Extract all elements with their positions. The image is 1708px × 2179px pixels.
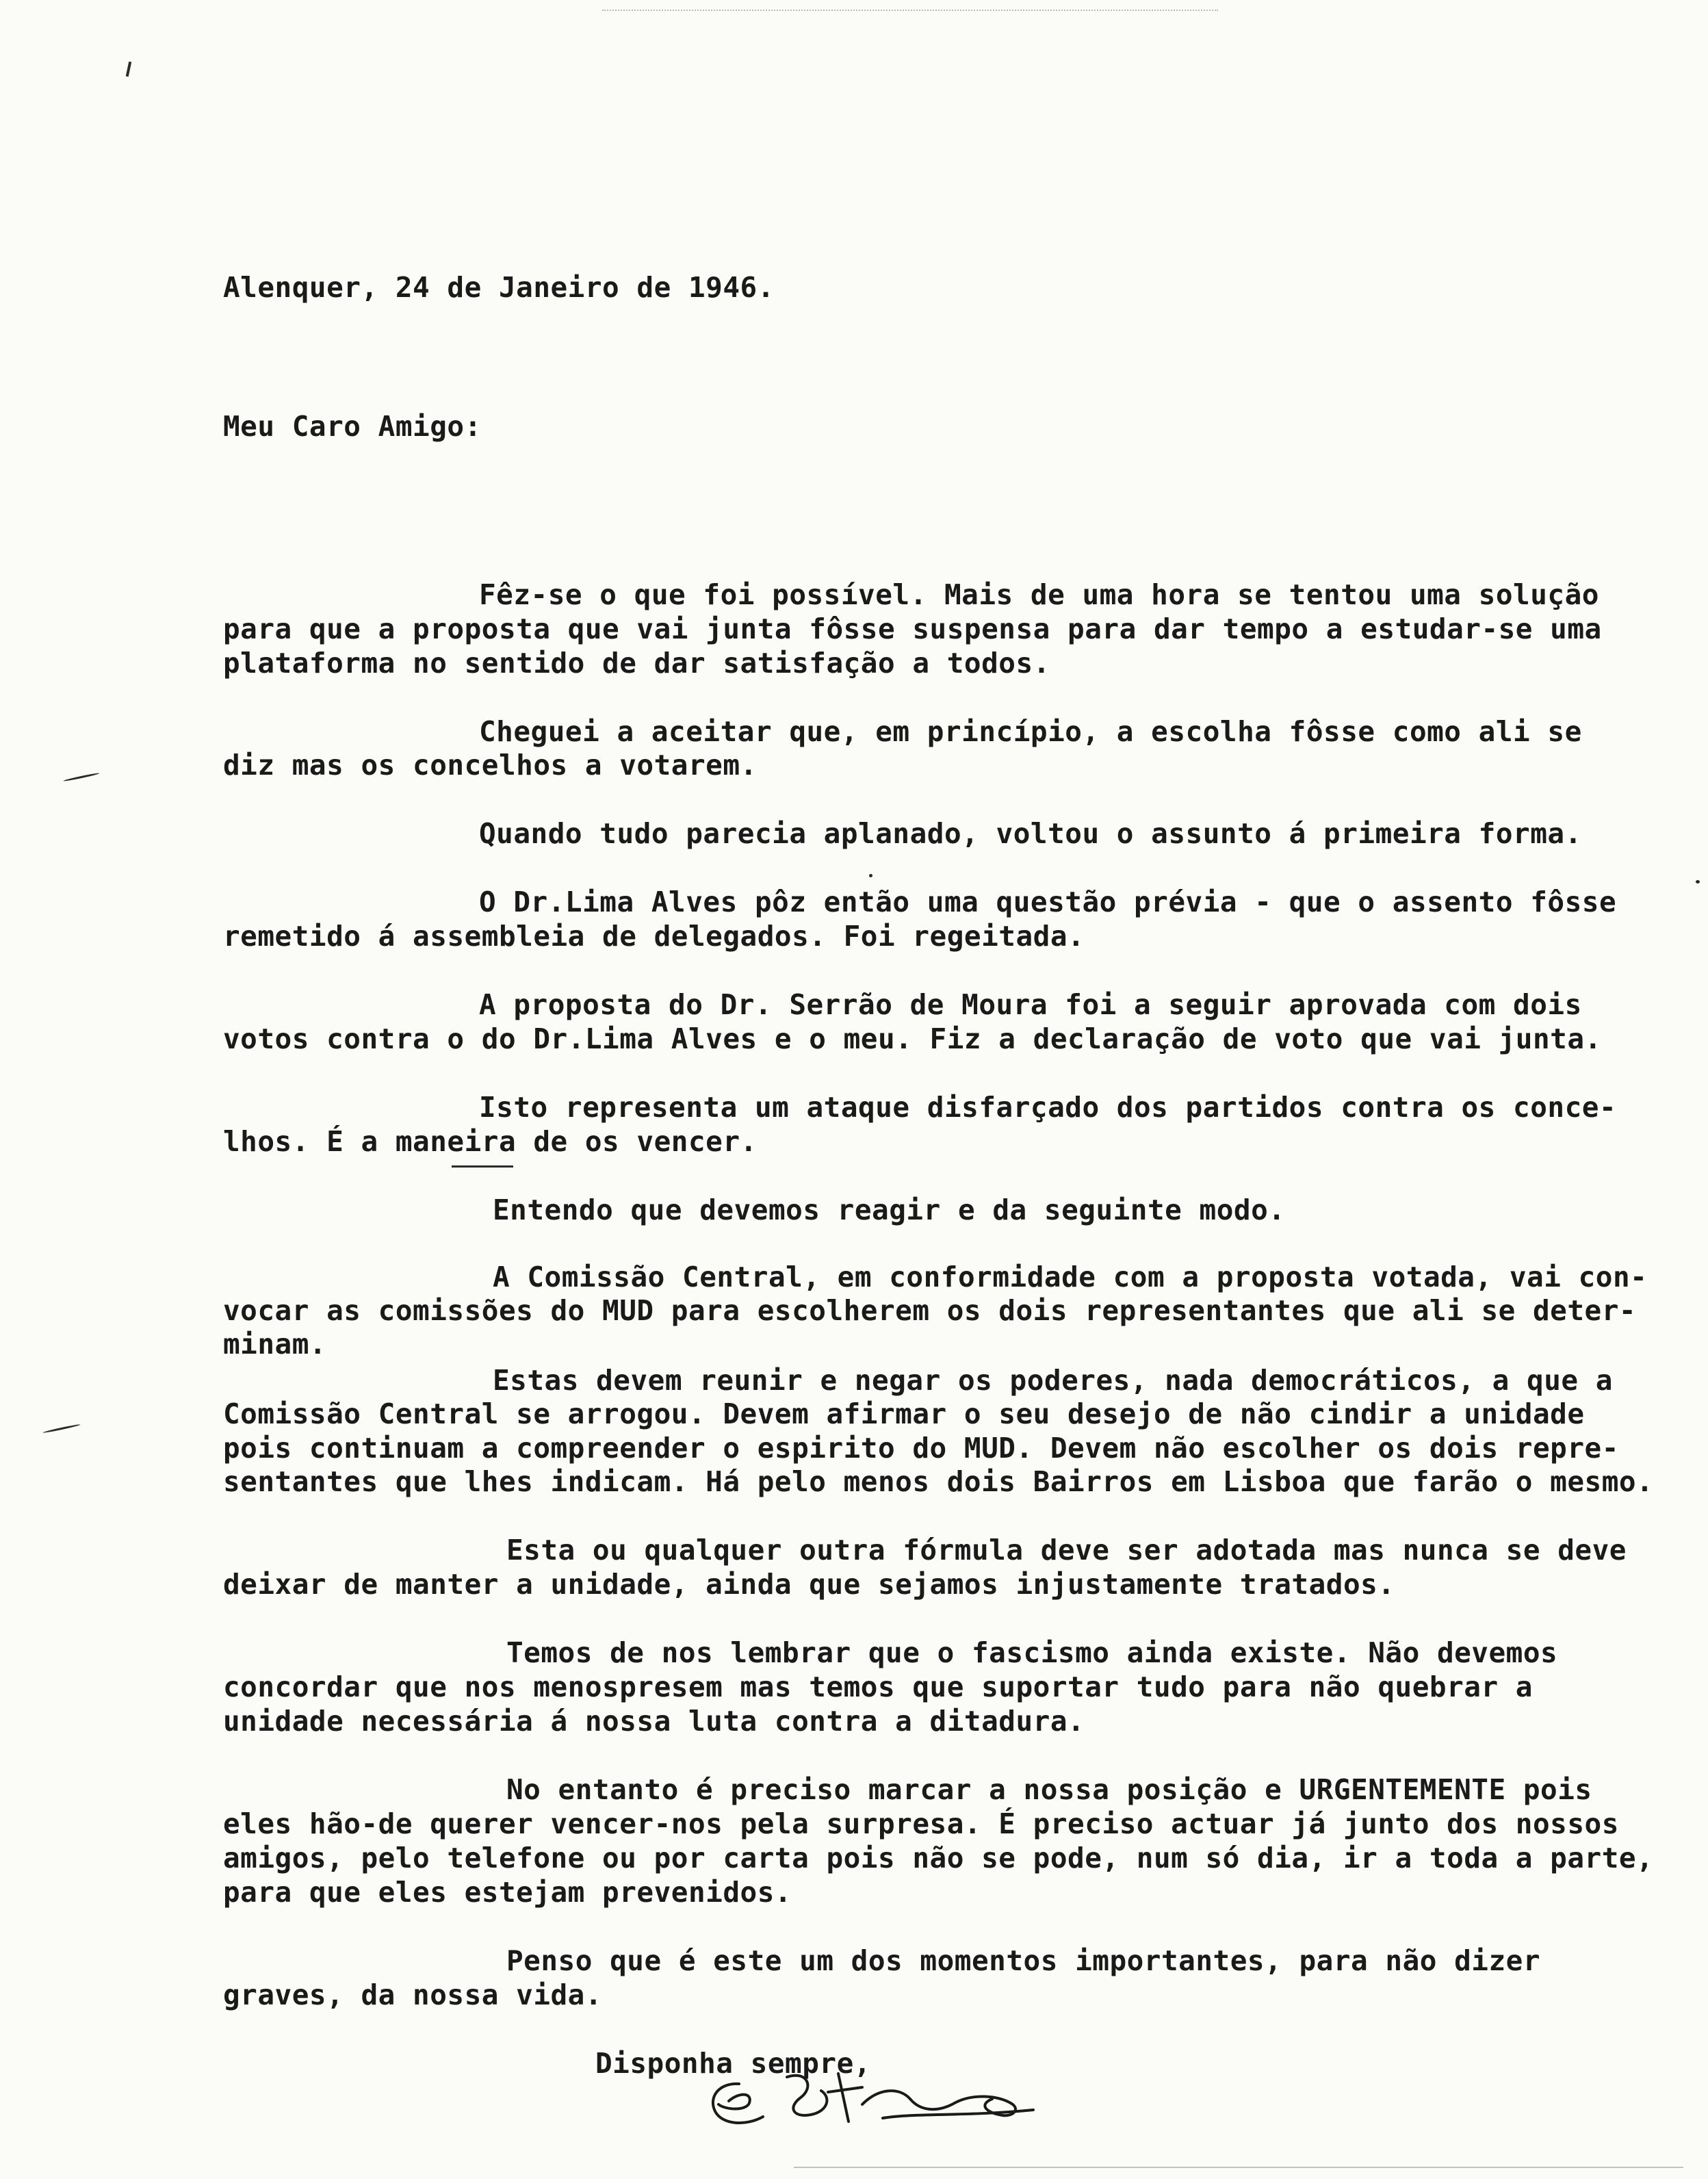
- body-line: Isto representa um ataque disfarçado dos partidos contra os conce-: [479, 1091, 1617, 1124]
- body-line: lhos. É a maneira de os vencer.: [223, 1125, 758, 1158]
- stray-mark: [869, 874, 872, 877]
- body-line: eles hão-de querer vencer-nos pela surpresa. É preciso actuar já junto dos nossos: [223, 1807, 1619, 1840]
- body-line: amigos, pelo telefone ou por carta pois não se pode, num só dia, ir a toda a parte,: [223, 1842, 1654, 1874]
- body-line: deixar de manter a unidade, ainda que sejamos injustamente tratados.: [223, 1568, 1395, 1601]
- date-line: Alenquer, 24 de Janeiro de 1946.: [223, 271, 775, 304]
- body-line: graves, da nossa vida.: [223, 1978, 603, 2011]
- handwritten-signature: [691, 2050, 1047, 2152]
- body-line: unidade necessária á nossa luta contra a ditadura.: [223, 1705, 1085, 1738]
- stray-mark: [126, 62, 131, 77]
- body-line: diz mas os concelhos a votarem.: [223, 749, 758, 782]
- body-line: para que eles estejam prevenidos.: [223, 1876, 792, 1909]
- stray-mark: [1696, 880, 1700, 884]
- body-line: Estas devem reunir e negar os poderes, nada democráticos, a que a: [493, 1364, 1613, 1397]
- body-line: vocar as comissões do MUD para escolherem os dois representantes que ali se deter-: [223, 1294, 1637, 1327]
- underline-stroke: [452, 1165, 513, 1168]
- body-line: Cheguei a aceitar que, em princípio, a escolha fôsse como ali se: [479, 715, 1582, 748]
- body-line: votos contra o do Dr.Lima Alves e o meu. Fiz a declaração de voto que vai junta.: [223, 1022, 1602, 1055]
- salutation: Meu Caro Amigo:: [223, 410, 482, 443]
- body-line: Quando tudo parecia aplanado, voltou o assunto á primeira forma.: [479, 817, 1582, 850]
- body-line: plataforma no sentido de dar satisfação a todos.: [223, 647, 1050, 680]
- bottom-edge-artifact: [794, 2167, 1683, 2168]
- body-line: O Dr.Lima Alves pôz então uma questão prévia - que o assento fôsse: [479, 886, 1617, 918]
- body-line: para que a proposta que vai junta fôsse suspensa para dar tempo a estudar-se uma: [223, 613, 1602, 645]
- body-line: Esta ou qualquer outra fórmula deve ser adotada mas nunca se deve: [506, 1534, 1627, 1566]
- body-line: A proposta do Dr. Serrão de Moura foi a seguir aprovada com dois: [479, 988, 1582, 1021]
- body-line: pois continuam a compreender o espirito do MUD. Devem não escolher os dois repre-: [223, 1432, 1619, 1465]
- body-line: No entanto é preciso marcar a nossa posição e URGENTEMENTE pois: [506, 1773, 1592, 1806]
- body-line: concordar que nos menospresem mas temos que suportar tudo para não quebrar a: [223, 1671, 1533, 1703]
- body-line: remetido á assembleia de delegados. Foi regeitada.: [223, 920, 1085, 953]
- body-line: Penso que é este um dos momentos importantes, para não dizer: [506, 1944, 1541, 1977]
- body-line: minam.: [223, 1328, 327, 1361]
- body-line: A Comissão Central, em conformidade com a proposta votada, vai con-: [493, 1261, 1648, 1293]
- body-line: sentantes que lhes indicam. Há pelo menos dois Bairros em Lisboa que farão o mesmo.: [223, 1465, 1654, 1498]
- punch-mark: [42, 1423, 80, 1434]
- body-line: Entendo que devemos reagir e da seguinte modo.: [493, 1194, 1286, 1226]
- closing: Disponha sempre,: [595, 2047, 871, 2080]
- body-line: Temos de nos lembrar que o fascismo ainda existe. Não devemos: [506, 1636, 1558, 1669]
- punch-mark: [63, 772, 99, 782]
- body-line: Fêz-se o que foi possível. Mais de uma hora se tentou uma solução: [479, 578, 1599, 611]
- top-edge-artifact: [602, 0, 1218, 11]
- body-line: Comissão Central se arrogou. Devem afirmar o seu desejo de não cindir a unidade: [223, 1397, 1585, 1430]
